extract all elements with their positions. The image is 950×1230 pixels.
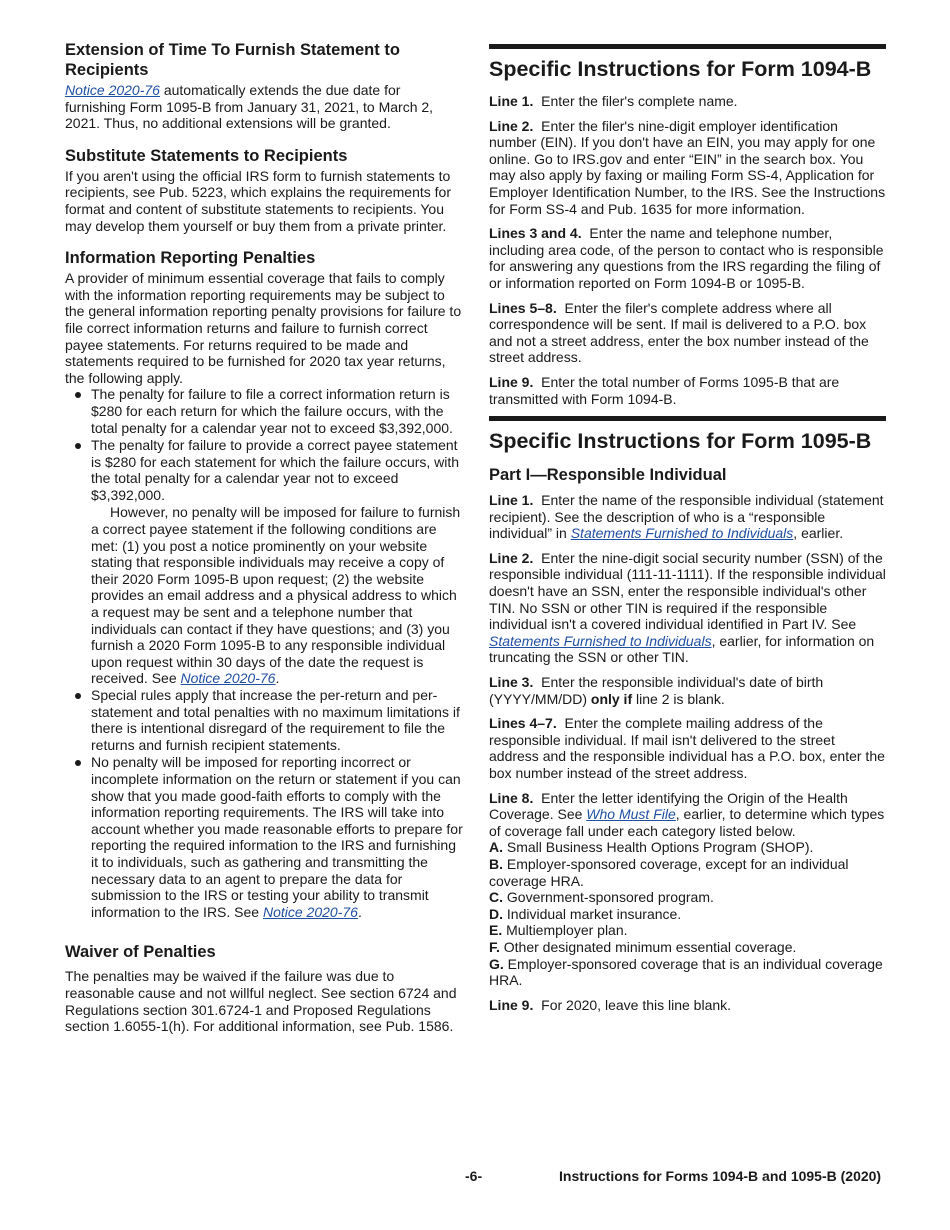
line-8-1095: Line 8. Enter the letter identifying the Origin of the Health Coverage. See Who Must File, earlier, to determine which types of coverage fall under each category listed below. (489, 789, 885, 839)
list-item: No penalty will be imposed for reporting incorrect or incomplete information on the return or statement if you can show that you made good-faith efforts to comply with the information reporting requirements. The IRS will take into account whether you made reasonable efforts to prepare for reporting the required information to the IRS and furnishing it to individuals, such as gathering and transmitting the necessary data to an agent to prepare the data for submission to the IRS or testing your ability to transmit information to the IRS. See Notice 2020-76. (65, 754, 463, 920)
lines-3-4-1094: Lines 3 and 4. Enter the name and telephone number, including area code, of the person to contact who is responsible for answering any questions from the IRS regarding the filing of or information reported on Form 1094-B or 1095-B. (489, 225, 884, 291)
form-1094b-heading: Specific Instructions for Form 1094-B (489, 57, 872, 81)
line-1-1095: Line 1. Enter the name of the responsible individual (statement recipient). See the description of who is a “responsible individual” in Statements Furnished to Individuals, earlier. (489, 492, 884, 542)
statements-link[interactable]: Statements Furnished to Individuals (570, 525, 794, 542)
list-item: The penalty for failure to file a correct information return is $280 for each return for which the failure occurs, with the total penalty for a calendar year not to exceed $3,392,000. (65, 386, 463, 436)
list-item: F. Other designated minimum essential coverage. (489, 938, 797, 955)
list-item: G. Employer-sponsored coverage that is an individual coverage HRA. (489, 955, 883, 989)
penalties-heading: Information Reporting Penalties (65, 249, 316, 268)
section-rule (489, 416, 886, 421)
waiver-section (65, 942, 463, 1034)
who-must-file-link[interactable]: Who Must File (586, 806, 676, 823)
origin-options (489, 839, 886, 988)
footer-title: Instructions for Forms 1094-B and 1095-B (2020) (559, 1168, 882, 1184)
notice-link[interactable]: Notice 2020-76 (180, 670, 276, 687)
penalties-section (65, 248, 463, 920)
penalties-intro: A provider of minimum essential coverage that fails to comply with the information reporting requirements may be subject to the general information reporting penalty provisions for failure to file correct information returns and failure to furnish correct payee statements. For returns required to be made and statements required to be furnished for 2020 tax year returns, the following apply. (65, 270, 462, 386)
penalties-list-2 (65, 687, 463, 920)
section-rule (489, 44, 886, 49)
form-1095b-heading: Specific Instructions for Form 1095-B (489, 429, 872, 454)
list-item: C. Government-sponsored program. (489, 889, 714, 906)
lines-5-8-1094: Lines 5–8. Enter the filer's complete address where all correspondence will be sent. If mail is delivered to a P.O. box and not a street address, enter the box number instead of the street address. (489, 299, 869, 366)
right-column (489, 44, 886, 1021)
however-paragraph: However, no penalty will be imposed for failure to furnish a correct payee statement if the following conditions are met: (1) you post a notice prominently on your website stating that responsible individuals may receive a copy of their 2020 Form 1095-B upon request; (2) the website provides an email address and a physical address to which a request may be sent and a telephone number that individuals can contact if they have questions; and (3) you furnish a 2020 Form 1095-B to any responsible individual upon request within 30 days of the date the request is received. See Notice 2020-76. (91, 504, 461, 687)
penalties-list (65, 386, 463, 503)
substitute-text: If you aren't using the official IRS form to furnish statements to recipients, see Pub. 5223, which explains the requirements for format and content of substitute statements to recipients. You may develop them yourself or buy them from a private printer. (65, 167, 451, 234)
substitute-heading: Substitute Statements to Recipients (65, 146, 348, 165)
page-number: -6- (465, 1168, 483, 1184)
waiver-text: The penalties may be waived if the failure was due to reasonable cause and not willful neglect. See section 6724 and Regulations section 301.6724-1 and Proposed Regulations section 1.6055-1(h). For additional information, see Pub. 1586. (65, 968, 457, 1035)
statements-link[interactable]: Statements Furnished to Individuals (489, 632, 712, 649)
list-item: A. Small Business Health Options Program (SHOP). (489, 839, 814, 856)
list-item: D. Individual market insurance. (489, 905, 682, 922)
line-3-1095: Line 3. Enter the responsible individual's date of birth (YYYY/MM/DD) only if line 2 is blank. (489, 674, 824, 707)
list-item: Special rules apply that increase the per-return and per-statement and total penalties with no maximum limitations if there is intentional disregard of the requirement to file the returns and furnish recipient statements. (65, 687, 463, 753)
extension-section (65, 40, 463, 132)
list-item: The penalty for failure to provide a correct payee statement is $280 for each statement for which the failure occurs, with the total penalty for a calendar year not to exceed $3,392,000. (65, 437, 463, 503)
notice-link[interactable]: Notice 2020-76 (262, 903, 358, 920)
notice-link[interactable]: Notice 2020-76 (65, 82, 160, 98)
line-2-1094: Line 2. Enter the filer's nine-digit employer identification number (EIN). If you don't have an EIN, you may apply for one online. Go to IRS.gov and enter “EIN” in the search box. You may also apply by faxing or mailing Form SS-4, Application for Employer Identification Number, to the IRS. See the Instructions for Form SS-4 and Pub. 1635 for more information. (489, 117, 886, 217)
list-item: E. Multiemployer plan. (489, 922, 628, 939)
extension-heading: Extension of Time To Furnish Statement to Recipients (65, 41, 400, 79)
extension-text: Notice 2020-76 automatically extends the due date for furnishing Form 1095-B from January 31, 2021, to March 2, 2021. Thus, no additional extensions will be granted. (65, 82, 434, 132)
line-2-1095: Line 2. Enter the nine-digit social security number (SSN) of the responsible individual (111-11-1111). If the responsible individual doesn't have an SSN, enter the responsible individual's other TIN. No SSN or other TIN is required if the responsible individual isn't a covered individual identified in Part IV. See Statements Furnished to Individuals, earlier, for information on truncating the SSN or other TIN. (489, 549, 886, 666)
line-9-1094: Line 9. Enter the total number of Forms 1095-B that are transmitted with Form 1094-B. (489, 373, 840, 407)
left-column (65, 40, 463, 1049)
line-9-1095: Line 9. For 2020, leave this line blank. (489, 996, 732, 1013)
list-item: B. Employer-sponsored coverage, except for an individual coverage HRA. (489, 855, 849, 889)
waiver-heading: Waiver of Penalties (65, 943, 216, 962)
substitute-section (65, 146, 463, 234)
part-1-heading: Part I—Responsible Individual (489, 466, 727, 485)
line-1-1094: Line 1. Enter the filer's complete name. (489, 93, 738, 109)
lines-4-7-1095: Lines 4–7. Enter the complete mailing address of the responsible individual. If mail isn't delivered to the street address and the responsible individual has a P.O. box, enter the box number instead of the street address. (489, 715, 885, 781)
